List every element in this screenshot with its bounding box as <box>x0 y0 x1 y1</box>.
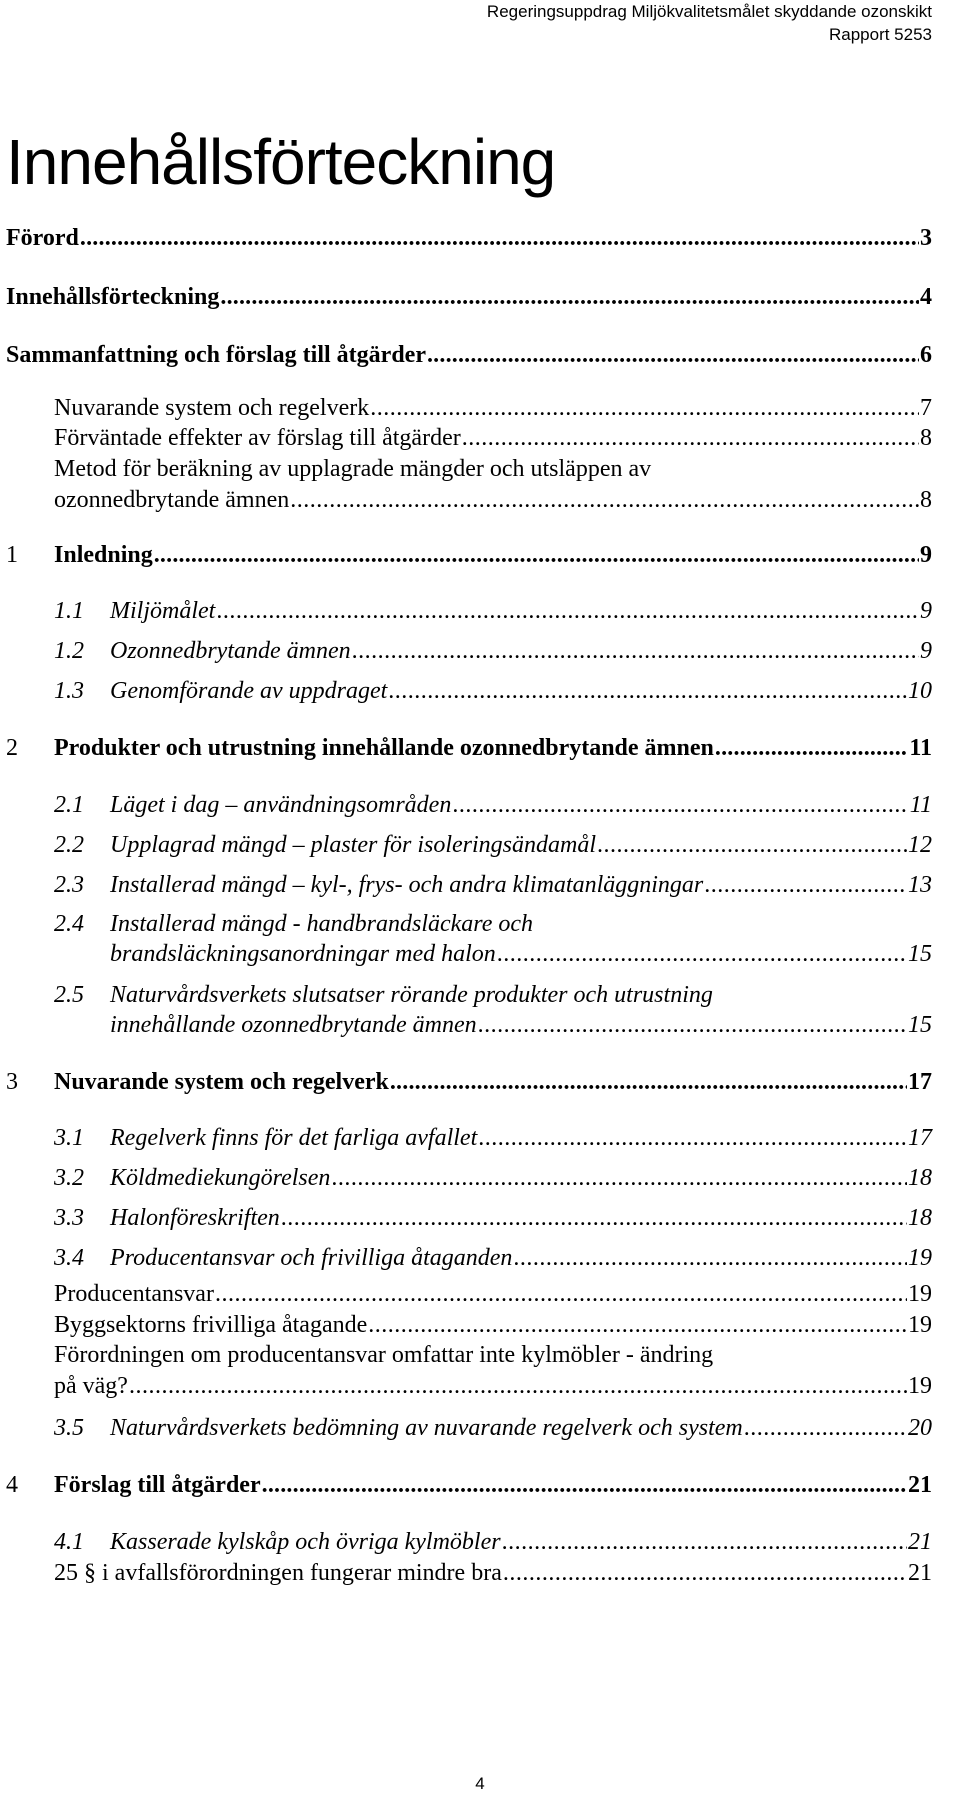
toc-entry-label: Installerad mängd – kyl-, frys- och andra klimatanläggningar <box>110 872 704 898</box>
toc-entry-label: Kasserade kylskåp och övriga kylmöbler <box>110 1529 501 1555</box>
toc-entry-label-line1: Naturvårdsverkets slutsatser rörande produkter och utrustning <box>110 982 713 1008</box>
toc-page-number: 6 <box>920 342 932 368</box>
toc-entry-label: Förslag till åtgärder <box>54 1472 261 1498</box>
toc-page-number: 21 <box>908 1560 932 1586</box>
toc-entry-label-line2: brandsläckningsanordningar med halon <box>110 941 496 967</box>
toc-entry-label-line2: på väg? <box>54 1373 128 1399</box>
section-number: 3.4 <box>54 1245 84 1271</box>
toc-page-number: 21 <box>908 1529 932 1555</box>
dot-leader <box>715 732 908 764</box>
page-title: Innehållsförteckning <box>6 126 556 198</box>
toc-page-number: 13 <box>908 872 932 898</box>
dot-leader <box>478 1122 907 1154</box>
header-report-title: Regeringsuppdrag Miljökvalitetsmålet skyddande ozonskikt <box>486 2 932 21</box>
toc-page-number: 8 <box>920 487 932 513</box>
section-number: 1.3 <box>54 678 84 704</box>
chapter-number: 1 <box>6 542 18 568</box>
section-number: 2.2 <box>54 832 84 858</box>
dot-leader <box>129 1370 907 1402</box>
toc-entry-label: Genomförande av uppdraget <box>110 678 388 704</box>
dot-leader <box>513 1242 907 1274</box>
chapter-number: 4 <box>6 1472 18 1498</box>
toc-page-number: 9 <box>920 598 932 624</box>
toc-page-number: 19 <box>908 1373 932 1399</box>
toc-page-number: 19 <box>908 1281 932 1307</box>
toc-page-number: 9 <box>920 638 932 664</box>
dot-leader <box>281 1202 907 1234</box>
dot-leader <box>331 1162 907 1194</box>
section-number: 2.4 <box>54 911 84 937</box>
page-number-footer: 4 <box>475 1774 485 1793</box>
section-number: 3.5 <box>54 1415 84 1441</box>
toc-page-number: 11 <box>909 735 932 761</box>
toc-page-number: 15 <box>908 1012 932 1038</box>
toc-page-number: 17 <box>908 1069 932 1095</box>
toc-page-number: 15 <box>908 941 932 967</box>
dot-leader <box>154 539 919 571</box>
toc-entry-label: Inledning <box>54 542 153 568</box>
toc-entry-label-line2: ozonnedbrytande ämnen <box>54 487 290 513</box>
toc-entry-label: Läget i dag – användningsområden <box>110 792 452 818</box>
dot-leader <box>744 1412 907 1444</box>
dot-leader <box>390 1066 907 1098</box>
section-number: 3.2 <box>54 1165 84 1191</box>
toc-entry-label: Sammanfattning och förslag till åtgärder <box>6 342 426 368</box>
toc-entry-label: Halonföreskriften <box>110 1205 280 1231</box>
section-number: 1.2 <box>54 638 84 664</box>
section-number: 3.1 <box>54 1125 84 1151</box>
toc-page-number: 19 <box>908 1245 932 1271</box>
toc-page-number: 9 <box>920 542 932 568</box>
section-number: 4.1 <box>54 1529 84 1555</box>
toc-entry-label: Förväntade effekter av förslag till åtgärder <box>54 425 461 451</box>
toc-page-number: 11 <box>909 792 932 818</box>
dot-leader <box>478 1009 907 1041</box>
dot-leader <box>262 1469 907 1501</box>
toc-entry-label: Nuvarande system och regelverk <box>54 1069 389 1095</box>
toc-page-number: 10 <box>908 678 932 704</box>
toc-entry-label: Nuvarande system och regelverk <box>54 395 370 421</box>
toc-entry-label: Regelverk finns för det farliga avfallet <box>110 1125 478 1151</box>
toc-entry-label: Förord <box>6 225 79 251</box>
dot-leader <box>597 829 907 861</box>
dot-leader <box>704 869 907 901</box>
dot-leader <box>352 635 919 667</box>
dot-leader <box>503 1557 907 1589</box>
toc-entry-label: Upplagrad mängd – plaster för isoleringsändamål <box>110 832 597 858</box>
toc-page-number: 20 <box>908 1415 932 1441</box>
toc-page-number: 18 <box>908 1205 932 1231</box>
dot-leader <box>502 1526 907 1558</box>
toc-page-number: 8 <box>920 425 932 451</box>
toc-entry-label: Miljömålet <box>110 598 216 624</box>
dot-leader <box>462 422 919 454</box>
toc-page-number: 18 <box>908 1165 932 1191</box>
dot-leader <box>216 595 919 627</box>
dot-leader <box>388 675 907 707</box>
section-number: 2.1 <box>54 792 84 818</box>
toc-entry-label: Produkter och utrustning innehållande ozonnedbrytande ämnen <box>54 735 714 761</box>
section-number: 2.5 <box>54 982 84 1008</box>
toc-entry-label: 25 § i avfallsförordningen fungerar mindre bra <box>54 1560 502 1586</box>
section-number: 3.3 <box>54 1205 84 1231</box>
section-number: 2.3 <box>54 872 84 898</box>
toc-entry-label: Producentansvar <box>54 1281 214 1307</box>
dot-leader <box>370 392 919 424</box>
toc-entry-label-line1: Installerad mängd - handbrandsläckare och <box>110 911 534 937</box>
toc-entry-label: Ozonnedbrytande ämnen <box>110 638 351 664</box>
toc-entry-label: Naturvårdsverkets bedömning av nuvarande regelverk och system <box>110 1415 743 1441</box>
section-number: 1.1 <box>54 598 84 624</box>
dot-leader <box>290 484 919 516</box>
dot-leader <box>427 339 919 371</box>
dot-leader <box>368 1309 907 1341</box>
chapter-number: 2 <box>6 735 18 761</box>
toc-page-number: 3 <box>920 225 932 251</box>
toc-entry-label: Köldmediekungörelsen <box>110 1165 331 1191</box>
toc-entry-label: Producentansvar och frivilliga åtaganden <box>110 1245 513 1271</box>
toc-page-number: 17 <box>908 1125 932 1151</box>
dot-leader <box>220 281 919 313</box>
toc-entry-label: Innehållsförteckning <box>6 284 220 310</box>
chapter-number: 3 <box>6 1069 18 1095</box>
toc-page-number: 21 <box>908 1472 932 1498</box>
dot-leader <box>215 1278 907 1310</box>
toc-page-number: 19 <box>908 1312 932 1338</box>
toc-page-number: 12 <box>908 832 932 858</box>
dot-leader <box>80 222 919 254</box>
toc-entry-label-line2: innehållande ozonnedbrytande ämnen <box>110 1012 477 1038</box>
toc-page-number: 7 <box>920 395 932 421</box>
header-report-number: Rapport 5253 <box>828 25 932 44</box>
toc-page-number: 4 <box>920 284 932 310</box>
toc-entry-label-line1: Metod för beräkning av upplagrade mängder och utsläppen av <box>54 456 652 482</box>
toc-entry-label-line1: Förordningen om producentansvar omfattar inte kylmöbler - ändring <box>54 1342 714 1368</box>
toc-entry-label: Byggsektorns frivilliga åtagande <box>54 1312 368 1338</box>
dot-leader <box>452 789 908 821</box>
dot-leader <box>497 938 907 970</box>
